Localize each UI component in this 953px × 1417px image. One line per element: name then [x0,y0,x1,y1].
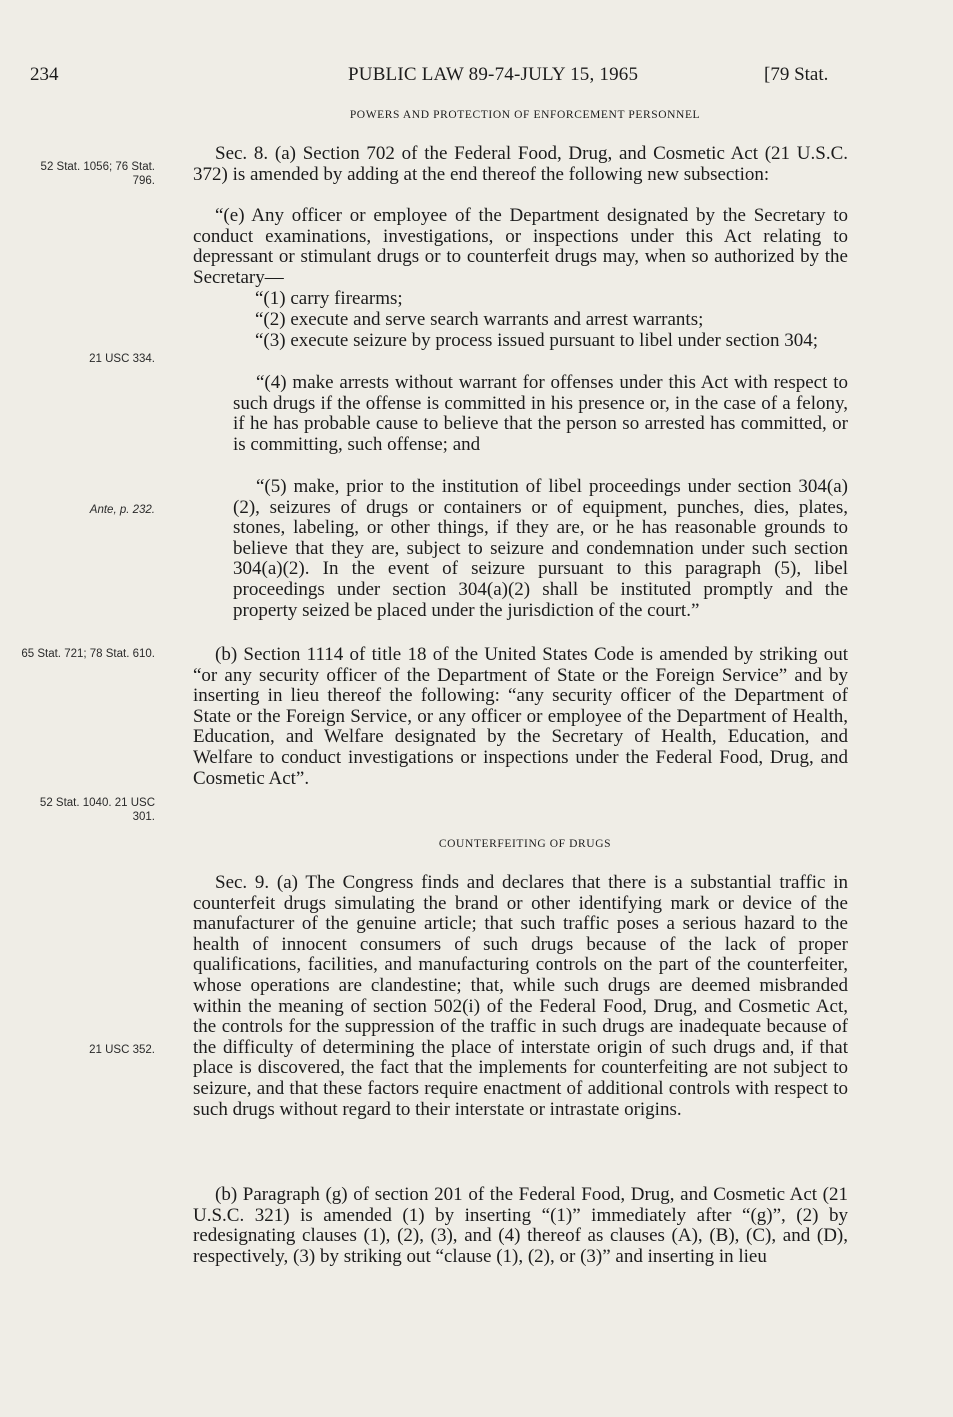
section-caption-counterfeiting: COUNTERFEITING OF DRUGS [438,838,612,850]
paragraph-sec9-a: Sec. 9. (a) The Congress finds and declares that there is a substantial traffic in counterfeit drugs simulating the brand or other identifying mark or device of the manufacturer of the genuine article; that such traffic poses a serious hazard to the health of innocent consumers of such drugs because of the lack of proper qualifications, facilities, and manufacturing controls on the part of the counterfeiter, whose operations are clandestine; that, while such drugs are deemed misbranded within the meaning of section 502(i) of the Federal Food, Drug, and Cosmetic Act, the controls for the suppression of the traffic in such drugs are inadequate because of the difficulty of determining the place of interstate origin of such drugs and, if that place is discovered, the fact that the implements for counterfeiting are not subject to seizure, and that these factors require enactment of additional controls with respect to such drugs without regard to their interstate or intrastate origins. [193,872,848,1120]
page-number: 234 [30,64,59,85]
paragraph-subsection-e: “(e) Any officer or employee of the Department designated by the Secretary to conduct examinations, investigations, or inspections under this Act relating to depressant or stimulant drugs or to counterfeit drugs may, when so authorized by the Secretary— [193,205,848,288]
section-caption-powers: POWERS AND PROTECTION OF ENFORCEMENT PERSONNEL [349,109,701,121]
paragraph-clause-4: “(4) make arrests without warrant for offenses under this Act with respect to such drugs if the offense is committed in his presence or, in the case of a felony, if he has probable cause to believe that the person so arrested has committed, or is committing, such offense; and [233,372,848,455]
paragraph-sec8-b: (b) Section 1114 of title 18 of the United States Code is amended by striking out “or any security officer of the Department of State or the Foreign Service” and by inserting in lieu thereof the following: “any security officer of the Department of State or the Foreign Service, or any officer or employee of the Department of Health, Education, and Welfare designated by the Secretary of Health, Education, and Welfare to conduct investigations or inspections under the Federal Food, Drug, and Cosmetic Act”. [193,644,848,789]
paragraph-clause-3: “(3) execute seizure by process issued pursuant to libel under section 304; [255,330,818,351]
statute-volume-reference: [79 Stat. [764,64,829,85]
paragraph-sec8-a: Sec. 8. (a) Section 702 of the Federal Food, Drug, and Cosmetic Act (21 U.S.C. 372) is amended by adding at the end thereof the following new subsection: [193,143,848,185]
margin-note: 65 Stat. 721; 78 Stat. 610. [21,648,155,660]
paragraph-clause-1: “(1) carry firearms; [255,288,403,309]
paragraph-clause-5: “(5) make, prior to the institution of libel proceedings under section 304(a)(2), seizures of drugs or containers or of equipment, punches, dies, plates, stones, labeling, or other things, if they are, or he has reasonable grounds to believe that they are, subject to seizure and condemnation under such section 304(a)(2). In the event of seizure pursuant to this paragraph (5), libel proceedings under section 304(a)(2) shall be instituted promptly and the property seized be placed under the jurisdiction of the court.” [233,476,848,621]
margin-note: Ante, p. 232. [89,504,155,516]
running-head: PUBLIC LAW 89-74-JULY 15, 1965 [348,64,639,85]
margin-note: 21 USC 352. [89,1044,155,1056]
margin-note: 52 Stat. 1056; 76 Stat. 796. [40,161,155,187]
paragraph-sec9-b: (b) Paragraph (g) of section 201 of the Federal Food, Drug, and Cosmetic Act (21 U.S.C. 321) is amended (1) by inserting “(1)” immediately after “(g)”, (2) by redesignating clauses (1), (2), (3), and (4) thereof as clauses (A), (B), (C), and (D), respectively, (3) by striking out “clause (1), (2), or (3)” and inserting in lieu [193,1184,848,1267]
margin-note: 52 Stat. 1040. 21 USC 301. [39,797,155,823]
margin-note: 21 USC 334. [89,353,155,365]
paragraph-clause-2: “(2) execute and serve search warrants and arrest warrants; [255,309,704,330]
